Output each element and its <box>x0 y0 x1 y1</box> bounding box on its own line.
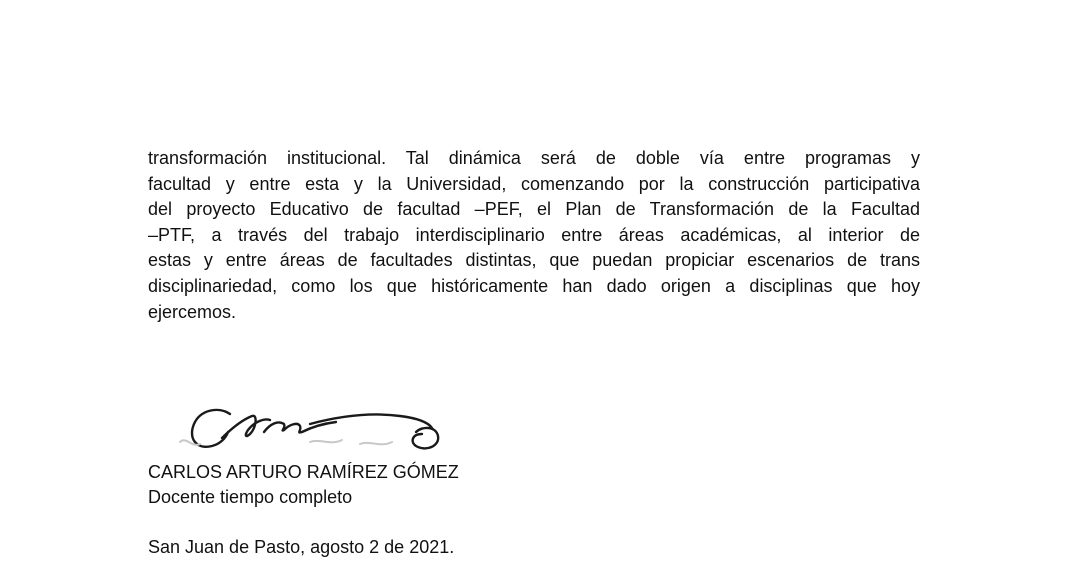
body-paragraph <box>148 146 920 325</box>
paragraph-line: del proyecto Educativo de facultad –PEF, el Plan de Transformación de la Facultad <box>148 199 920 220</box>
paragraph-line: facultad y entre esta y la Universidad, comenzando por la construcción participativa <box>148 173 920 194</box>
place-date: San Juan de Pasto, agosto 2 de 2021. <box>148 537 455 557</box>
paragraph-line: disciplinariedad, como los que históricamente han dado origen a disciplinas que hoy <box>148 275 920 296</box>
handwritten-signature <box>160 398 460 468</box>
paragraph-line: –PTF, a través del trabajo interdisciplinario entre áreas académicas, al interior de <box>148 224 920 245</box>
paragraph-line: ejercemos. <box>148 301 237 322</box>
signer-name: CARLOS ARTURO RAMÍREZ GÓMEZ <box>148 462 459 482</box>
paragraph-line: estas y entre áreas de facultades distintas, que puedan propiciar escenarios de trans <box>148 250 920 271</box>
signer-role: Docente tiempo completo <box>148 487 353 507</box>
signature-block <box>148 460 459 510</box>
paragraph-line: transformación institucional. Tal dinámica será de doble vía entre programas y <box>148 148 920 168</box>
